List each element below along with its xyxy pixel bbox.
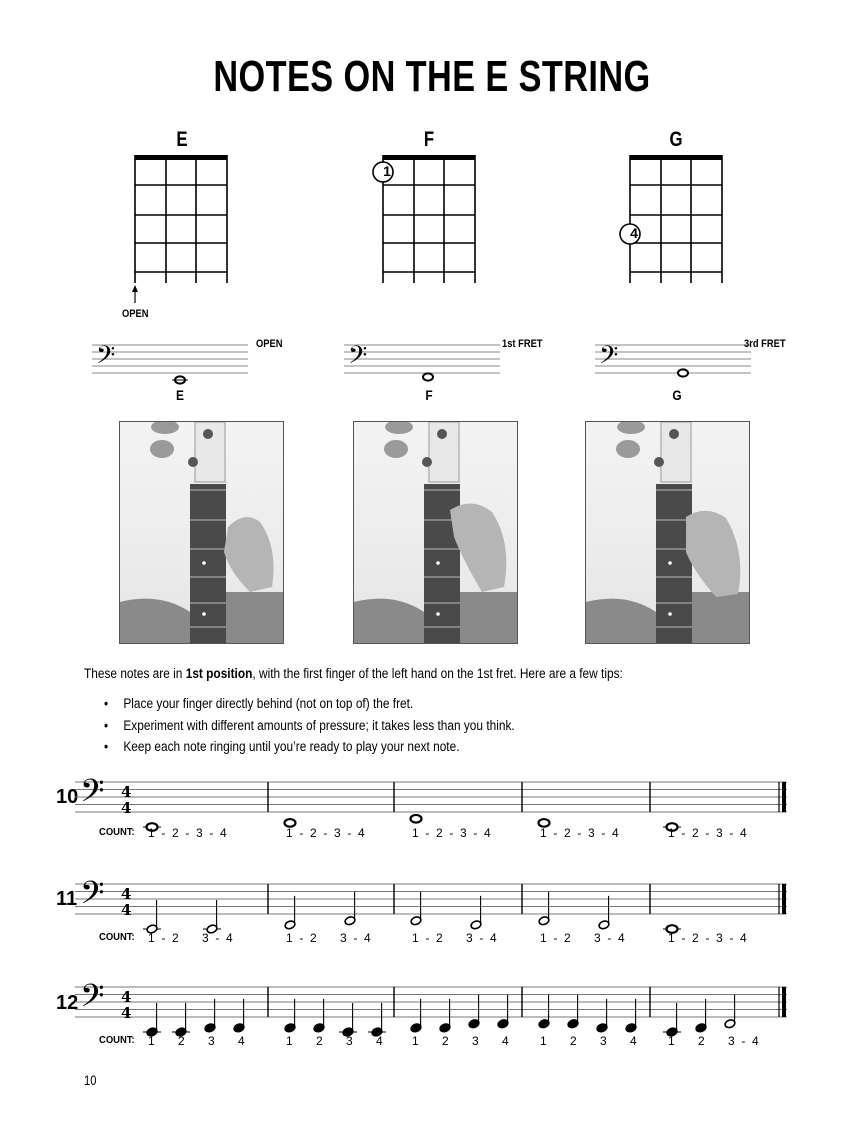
finger-number-f: 1 — [383, 163, 391, 179]
svg-text:4: 4 — [121, 885, 132, 903]
tip-item: • Place your finger directly behind (not on top of) the fret. — [104, 696, 515, 718]
count-text: 1 - 2 3 - 4 — [148, 931, 233, 945]
intro-text-bold: 1st position — [185, 666, 253, 681]
photo-f-fingering — [353, 421, 518, 644]
staff-note-e: E — [176, 387, 184, 403]
exercise-number-12: 12 — [56, 992, 79, 1014]
fret-diagram-g — [620, 155, 722, 283]
count-label: COUNT: — [99, 826, 135, 838]
intro-text-end: , with the first finger of the left hand on the 1st fret. Here are a few tips: — [252, 666, 623, 681]
count-text: 1 - 2 3 - 4 — [286, 931, 371, 945]
staff-label-1st-fret: 1st FRET — [502, 338, 543, 350]
intro-paragraph — [84, 666, 623, 681]
staff-example-g — [595, 341, 751, 377]
fret-diagram-label-e: E — [176, 128, 188, 151]
tip-item: • Experiment with different amounts of pressure; it takes less than you think. — [104, 718, 515, 740]
staff-example-f — [344, 341, 500, 381]
staff-note-g: G — [672, 387, 682, 403]
staff-label-3rd-fret: 3rd FRET — [744, 338, 786, 350]
staff-examples — [90, 335, 790, 385]
count-text: 1 - 2 - 3 - 4 — [286, 826, 365, 840]
tip-item: • Keep each note ringing until you’re ready to play your next note. — [104, 739, 515, 761]
exercise-number-10: 10 — [56, 786, 79, 808]
svg-text:𝄢: 𝄢 — [80, 874, 105, 919]
count-text: 1 2 3 4 — [540, 1034, 637, 1048]
page-number: 10 — [84, 1072, 97, 1088]
staff-label-open: OPEN — [256, 338, 283, 350]
count-text: 1 2 3 - 4 — [668, 1034, 759, 1048]
count-text: 1 - 2 - 3 - 4 — [540, 826, 619, 840]
exercise-number-11: 11 — [56, 888, 78, 910]
count-text: 1 2 3 4 — [148, 1034, 245, 1048]
count-text: 1 - 2 3 - 4 — [412, 931, 497, 945]
svg-text:𝄢: 𝄢 — [599, 341, 619, 376]
count-label: COUNT: — [99, 931, 135, 943]
page-title: NOTES ON THE E STRING — [213, 52, 651, 101]
svg-text:4: 4 — [121, 988, 132, 1006]
photo-e-fingering — [119, 421, 284, 644]
tips-list — [104, 696, 515, 761]
bass-neck-illustration — [586, 422, 749, 643]
count-text: 1 2 3 4 — [412, 1034, 509, 1048]
svg-text:4: 4 — [121, 1004, 132, 1022]
bass-neck-illustration — [354, 422, 517, 643]
intro-text-start: These notes are in — [84, 666, 186, 681]
count-text: 1 - 2 - 3 - 4 — [668, 826, 747, 840]
svg-text:𝄢: 𝄢 — [80, 772, 105, 817]
svg-text:4: 4 — [121, 901, 132, 919]
staff-note-f: F — [425, 387, 433, 403]
fret-diagram-e — [132, 155, 227, 303]
staff-example-e — [92, 341, 248, 384]
svg-text:4: 4 — [121, 799, 132, 817]
count-text: 1 - 2 - 3 - 4 — [412, 826, 491, 840]
finger-number-g: 4 — [630, 225, 638, 241]
count-text: 1 - 2 3 - 4 — [540, 931, 625, 945]
fret-diagram-label-g: G — [669, 128, 683, 151]
svg-text:4: 4 — [121, 783, 132, 801]
bass-neck-illustration — [120, 422, 283, 643]
photo-g-fingering — [585, 421, 750, 644]
svg-text:𝄢: 𝄢 — [80, 977, 105, 1022]
count-text: 1 - 2 - 3 - 4 — [148, 826, 227, 840]
count-text: 1 - 2 - 3 - 4 — [668, 931, 747, 945]
count-label: COUNT: — [99, 1034, 135, 1046]
fret-diagram-label-f: F — [423, 128, 435, 151]
open-string-label: OPEN — [122, 308, 149, 320]
fret-diagrams — [100, 150, 800, 330]
svg-text:𝄢: 𝄢 — [348, 341, 368, 376]
svg-text:𝄢: 𝄢 — [96, 341, 116, 376]
count-text: 1 2 3 4 — [286, 1034, 383, 1048]
